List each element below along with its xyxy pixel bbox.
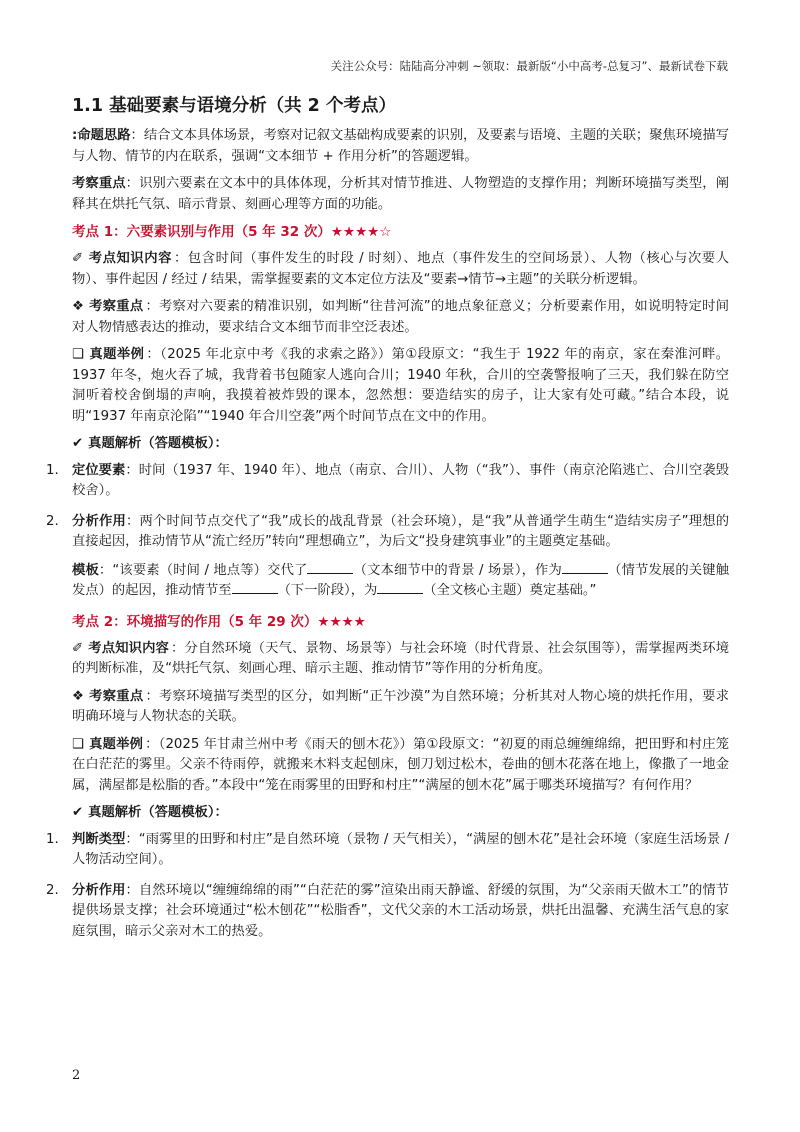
fill-blank	[307, 561, 353, 574]
pencil-icon: ✐	[72, 251, 84, 266]
kp2-focus-text: ：考察环境描写类型的区分，如判断“正午沙漠”为自然环境；分析其对人物心境的烘托作用，要求明确环境与人物状态的关联。	[72, 688, 730, 724]
item-label: 分析作用	[72, 882, 126, 898]
list-number: 1.	[46, 462, 59, 478]
template-part: ：“该要素（时间 / 地点等）交代了	[98, 562, 308, 578]
list-item	[46, 881, 729, 943]
template-part: （情节发展的关键触发点）的起因，推动情节至	[72, 562, 730, 598]
kp1-heading: 考点 1：六要素识别与作用（5 年 32 次）★★★★☆	[72, 224, 392, 240]
list-number: 2.	[46, 513, 59, 529]
kp2-example-label: 真题举例	[88, 736, 144, 752]
kp1-analysis-label: 真题解析（答题模板）：	[88, 436, 228, 451]
template-part: （全文核心主题）奠定基础。”	[423, 583, 597, 598]
diamond-bullet-icon: ❖	[72, 688, 84, 704]
kp1-example-text: ：（2025 年北京中考《我的求索之路》）第①段原文：“我生于 1922 年的南京，家在秦淮河畔。1937 年冬，炮火吞了城，我背着书包随家人逃向合川；1940 年秋，合川的空袭警报响了三天，我们躲在防空洞听着校舍倒塌的声响，我摸着被炸毁的课本，忽然想：要造结实的房子，让大家有处可藏。”结合本段，说明“1937 年南京沦陷”“1940 年合川空袭”两个时间节点在文中的作用。	[72, 347, 729, 424]
thinking-text: ：结合文本具体场景，考察对记叙文基础构成要素的识别，及要素与语境、主题的关联；聚焦环境描写与人物、情节的内在联系，强调“文本细节 + 作用分析”的答题逻辑。	[72, 128, 730, 164]
item-label: 判断类型	[72, 831, 126, 847]
item-text: ：“雨雾里的田野和村庄”是自然环境（景物 / 天气相关），“满屋的刨木花”是社会环境（家庭生活场景 / 人物活动空间）。	[72, 831, 730, 867]
section-title: 1.1 基础要素与语境分析（共 2 个考点）	[72, 96, 396, 116]
kp1-example-label: 真题举例	[88, 347, 145, 362]
kp2-focus	[72, 687, 729, 728]
item-label: 分析作用	[72, 513, 127, 529]
intro-focus	[72, 174, 729, 215]
page-header: 关注公众号：陆陆高分冲刺 ~领取：最新版“小中高考-总复习”、最新试卷下载	[330, 59, 728, 73]
kp1-analysis-heading	[72, 434, 729, 455]
check-icon: ✔	[72, 436, 84, 451]
check-icon: ✔	[72, 805, 84, 820]
kp1-knowledge-label: 考点知识内容	[88, 251, 172, 266]
list-item	[46, 461, 729, 502]
diamond-bullet-icon: ❖	[72, 299, 84, 314]
focus-label: 考察重点	[72, 176, 126, 191]
kp2-analysis-heading	[72, 803, 729, 824]
item-text: ：两个时间节点交代了“我”成长的战乱背景（社会环境），是“我”从普通学生萌生“造结实房子”理想的直接起因，推动情节从“流亡经历”转向“理想确立”，为后文“投身建筑事业”的主题奠定基础。	[72, 513, 730, 549]
page-number: 2	[72, 1068, 81, 1083]
kp1-focus	[72, 297, 729, 338]
item-text: ：时间（1937 年、1940 年）、地点（南京、合川）、人物（“我”）、事件（南京沦陷逃亡、合川空袭毁校舍）。	[72, 462, 729, 498]
list-item	[46, 512, 730, 602]
kp2-example	[72, 735, 729, 797]
pencil-icon: ✐	[72, 640, 84, 656]
kp2-knowledge-text: ：分自然环境（天气、景物、场景等）与社会环境（时代背景、社会氛围等），需掌握两类环境的判断标准，及“烘托气氛、刻画心理、暗示主题、推动情节”等作用的分析角度。	[72, 640, 729, 676]
square-bullet-icon: ❑	[72, 736, 84, 752]
fill-blank	[232, 581, 278, 594]
answer-template	[72, 561, 729, 602]
thinking-label: :命题思路	[72, 128, 131, 143]
fill-blank	[562, 561, 608, 574]
intro-thinking	[72, 126, 729, 167]
list-number: 2.	[46, 882, 59, 898]
kp1-focus-text: ：考察对六要素的精准识别，如判断“往昔河流”的地点象征意义；分析要素作用，如说明特定时间对人物情感表达的推动，要求结合文本细节而非空泛表述。	[72, 299, 730, 335]
kp1-focus-label: 考察重点	[88, 299, 144, 314]
template-label: 模板	[72, 562, 99, 578]
document-body	[46, 94, 730, 952]
kp1-example	[72, 345, 729, 427]
kp2-analysis-label: 真题解析（答题模板）：	[88, 805, 228, 820]
kp1-analysis-list	[46, 461, 730, 602]
kp2-example-text: ：（2025 年甘肃兰州中考《雨天的刨木花》）第①段原文：“初夏的雨总缠缠绵绵，把田野和村庄笼在白茫茫的雾里。父亲不待雨停，就搬来木料支起刨床，刨刀划过松木，卷曲的刨木花落在地上，像撒了一地金属，满屋都是松脂的香。”本段中“笼在雨雾里的田野和村庄”“满屋的刨木花”属于哪类环境描写？有何作用？	[72, 736, 730, 793]
kp2-heading: 考点 2：环境描写的作用（5 年 29 次）★★★★	[72, 613, 366, 630]
kp1-knowledge	[72, 249, 729, 290]
focus-text: ：识别六要素在文本中的具体体现，分析其对情节推进、人物塑造的支撑作用；判断环境描写类型，阐释其在烘托气氛、暗示背景、刻画心理等方面的功能。	[72, 176, 730, 212]
kp1-knowledge-text: ：包含时间（事件发生的时段 / 时刻）、地点（事件发生的空间场景）、人物（核心与次要人物）、事件起因 / 经过 / 结果，需掌握要素的文本定位方法及“要素→情节→主题”的关联分析逻辑。	[72, 251, 730, 287]
kp2-knowledge	[72, 639, 729, 680]
template-part: （文本细节中的背景 / 场景），作为	[353, 562, 562, 578]
kp2-focus-label: 考察重点	[88, 688, 144, 704]
item-text: ：自然环境以“缠缠绵绵的雨”“白茫茫的雾”渲染出雨天静谧、舒缓的氛围，为“父亲雨天做木工”的情节提供场景支撑；社会环境通过“松木刨花”“松脂香”，文代父亲的木工活动场景，烘托出温馨、充满生活气息的家庭氛围，暗示父亲对木工的热爱。	[72, 882, 729, 939]
template-part: （下一阶段），为	[277, 583, 378, 598]
kp2-analysis-list	[46, 830, 730, 943]
item-label: 定位要素	[72, 462, 126, 478]
list-item	[46, 830, 730, 871]
fill-blank	[377, 581, 423, 594]
list-number: 1.	[46, 831, 59, 847]
square-bullet-icon: ❑	[72, 347, 84, 362]
kp2-knowledge-label: 考点知识内容	[88, 640, 169, 656]
